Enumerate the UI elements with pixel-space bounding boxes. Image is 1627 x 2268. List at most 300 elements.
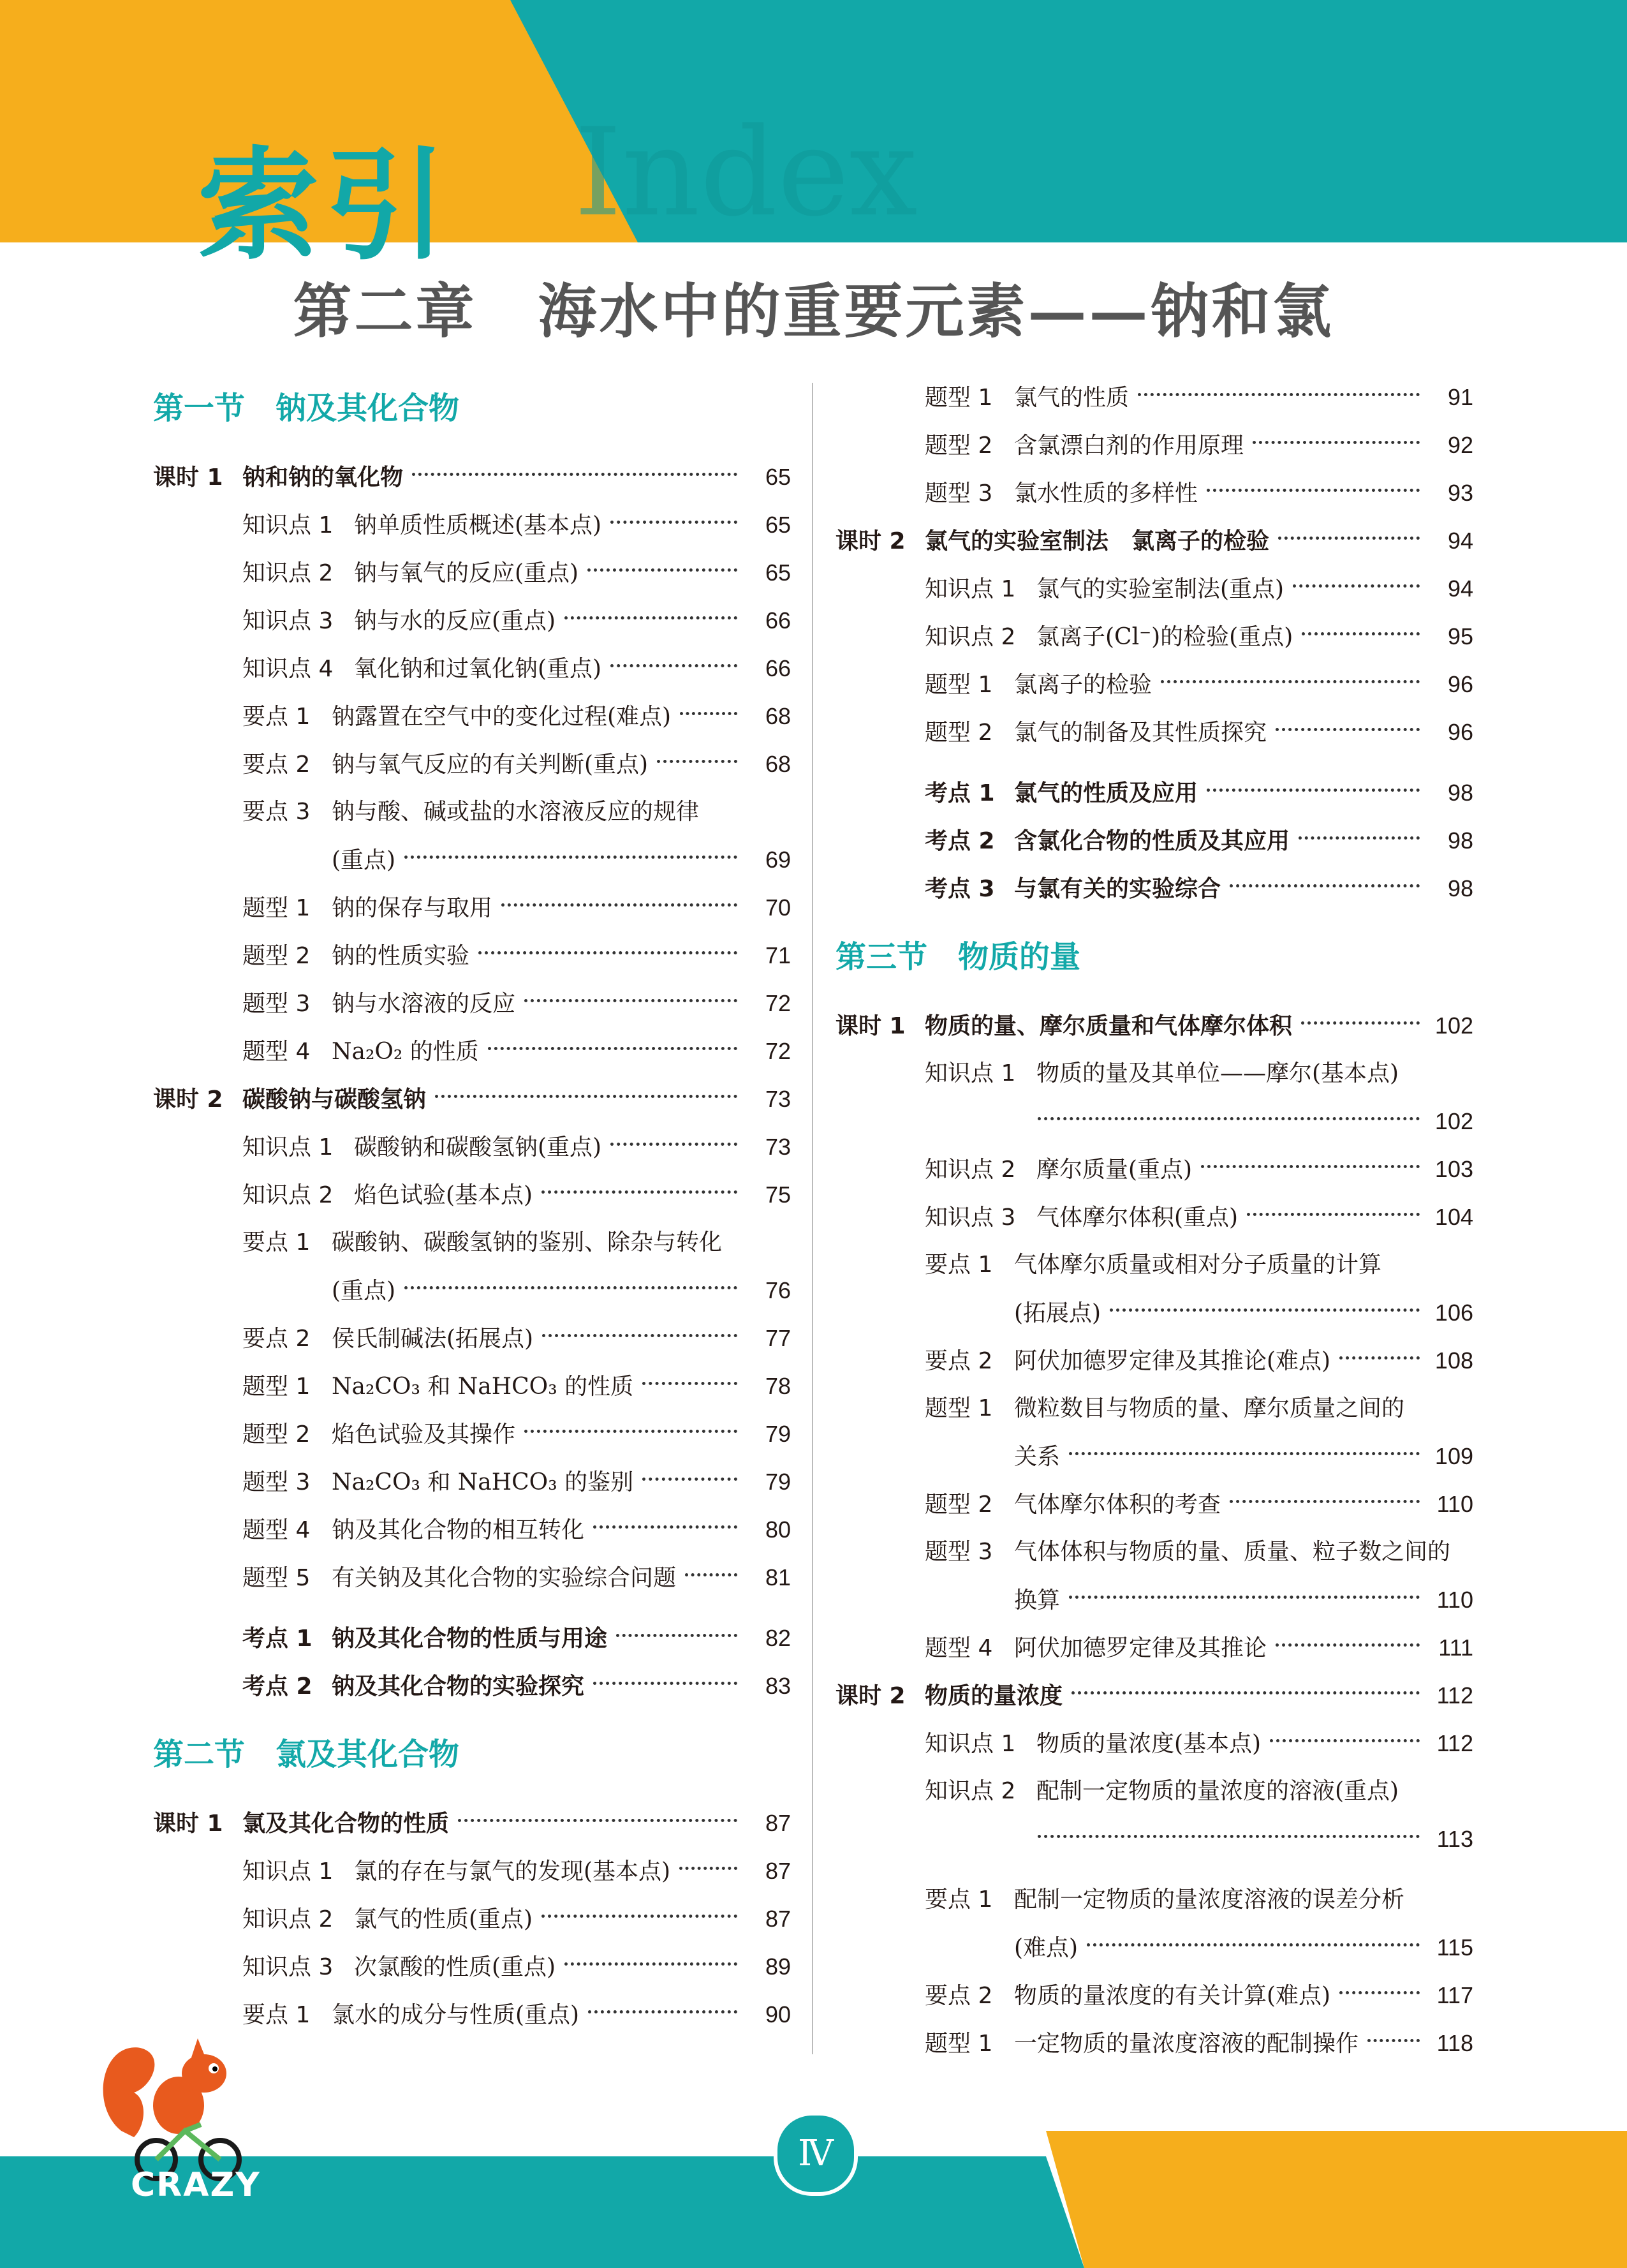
index-entry[interactable] xyxy=(836,1145,1473,1193)
entry-page: 102 xyxy=(1434,1108,1473,1134)
leader-dots xyxy=(1270,1739,1420,1742)
entry-text: (拓展点) xyxy=(1014,1300,1101,1326)
entry-page: 94 xyxy=(1447,528,1473,554)
entry-tag: 知识点 2 xyxy=(925,1778,1016,1804)
entry-tag: 题型 3 xyxy=(242,1469,311,1495)
leader-dots xyxy=(1207,789,1420,792)
entry-tag: 题型 4 xyxy=(242,1039,311,1065)
leader-dots xyxy=(1161,680,1420,683)
entry-tag: 要点 2 xyxy=(925,1983,993,2009)
entry-text: 焰色试验(基本点) xyxy=(354,1182,533,1208)
entry-tag: 要点 1 xyxy=(925,1886,993,1913)
entry-tag: 课时 2 xyxy=(836,528,906,554)
entry-text: 配制一定物质的量浓度的溶液(重点) xyxy=(1036,1778,1399,1804)
entry-tag: 要点 1 xyxy=(242,704,311,730)
index-entry[interactable] xyxy=(836,1624,1473,1671)
entry-tag: 要点 2 xyxy=(242,1326,311,1352)
entry-page: 65 xyxy=(765,464,791,490)
crazy-logo-text: CRAZY xyxy=(131,2166,261,2204)
entry-tag: 课时 1 xyxy=(153,1811,223,1837)
entry-tag: 题型 4 xyxy=(242,1517,311,1543)
entry-text: 物质的量及其单位——摩尔(基本点) xyxy=(1036,1060,1399,1086)
index-entry[interactable] xyxy=(836,1384,1473,1432)
title-english-watermark: Index xyxy=(574,102,918,243)
index-entry[interactable] xyxy=(836,2019,1473,2067)
entry-page: 109 xyxy=(1434,1443,1473,1469)
index-entry[interactable] xyxy=(153,979,791,1027)
index-entry[interactable] xyxy=(836,864,1473,912)
entry-text: 氯气的制备及其性质探究 xyxy=(1014,720,1267,746)
entry-tag: 题型 3 xyxy=(925,1539,993,1565)
index-entry[interactable] xyxy=(836,1528,1473,1576)
index-entry[interactable] xyxy=(153,1362,791,1410)
index-entry[interactable] xyxy=(153,453,791,501)
entry-text: 氯水的成分与性质(重点) xyxy=(332,2002,580,2028)
index-entry[interactable] xyxy=(153,1075,791,1123)
entry-page: 83 xyxy=(765,1673,791,1699)
entry-text: 气体摩尔质量或相对分子质量的计算 xyxy=(1014,1252,1382,1278)
index-entry[interactable] xyxy=(836,1049,1473,1097)
index-entry[interactable] xyxy=(153,1027,791,1075)
leader-dots xyxy=(610,1143,737,1146)
squirrel-cyclist-mascot-icon xyxy=(96,2029,261,2188)
leader-dots xyxy=(616,1634,737,1637)
entry-page: 106 xyxy=(1434,1300,1473,1326)
leader-dots xyxy=(412,473,737,476)
leader-dots xyxy=(657,760,737,763)
leader-dots xyxy=(685,1573,737,1576)
entry-text: 氯气的实验室制法(重点) xyxy=(1036,576,1285,602)
index-entry[interactable] xyxy=(836,1671,1473,1719)
entry-text: 次氯酸的性质(重点) xyxy=(354,1954,556,1980)
entry-text: 氯离子(Cl⁻)的检验(重点) xyxy=(1036,624,1293,650)
index-entry[interactable] xyxy=(836,612,1473,660)
index-entry[interactable] xyxy=(836,708,1473,756)
entry-tag: 题型 2 xyxy=(925,1492,993,1518)
entry-text: 钠和钠的氧化物 xyxy=(242,464,404,491)
entry-page: 77 xyxy=(765,1325,791,1351)
entry-page: 90 xyxy=(765,2001,791,2027)
entry-tag: 要点 1 xyxy=(242,1229,311,1256)
index-entry-continued[interactable] xyxy=(836,1576,1473,1624)
entry-page: 65 xyxy=(765,560,791,586)
leader-dots xyxy=(1276,728,1420,731)
entry-page: 71 xyxy=(765,942,791,968)
leader-dots xyxy=(1071,1691,1420,1694)
entry-text: 钠与水溶液的反应 xyxy=(332,991,516,1017)
leader-dots xyxy=(610,521,737,524)
entry-tag: 知识点 4 xyxy=(242,656,334,682)
index-entry[interactable] xyxy=(153,1171,791,1219)
entry-tag: 考点 3 xyxy=(925,876,995,902)
index-entry[interactable] xyxy=(153,597,791,644)
entry-page: 98 xyxy=(1447,780,1473,806)
leader-dots xyxy=(1301,1021,1420,1025)
leader-dots xyxy=(1293,584,1420,588)
entry-text: 钠及其化合物的实验探究 xyxy=(332,1673,585,1700)
leader-dots xyxy=(488,1047,737,1050)
leader-dots xyxy=(404,1286,737,1289)
column-divider xyxy=(812,383,813,2054)
leader-dots xyxy=(680,712,737,715)
entry-tag: 知识点 3 xyxy=(925,1204,1016,1231)
entry-page: 95 xyxy=(1447,623,1473,649)
leader-dots xyxy=(642,1478,737,1481)
entry-page: 76 xyxy=(765,1277,791,1303)
entry-page: 73 xyxy=(765,1134,791,1160)
entry-text: Na₂O₂ 的性质 xyxy=(332,1039,479,1065)
entry-tag: 知识点 1 xyxy=(925,1731,1016,1757)
section-heading: 第一节 钠及其化合物 xyxy=(153,390,460,426)
entry-page: 87 xyxy=(765,1906,791,1932)
entry-text: 含氯化合物的性质及其应用 xyxy=(1014,828,1290,854)
leader-dots xyxy=(1110,1308,1420,1312)
index-entry[interactable] xyxy=(836,1876,1473,1923)
entry-tag: 知识点 2 xyxy=(925,1157,1016,1183)
entry-page: 112 xyxy=(1436,1730,1473,1756)
entry-text: 氯水性质的多样性 xyxy=(1014,480,1198,507)
entry-text: (重点) xyxy=(332,847,396,873)
index-entry-continued[interactable] xyxy=(153,836,791,884)
entry-text: Na₂CO₃ 和 NaHCO₃ 的鉴别 xyxy=(332,1469,634,1495)
entry-tag: 题型 1 xyxy=(925,2031,993,2057)
entry-tag: 题型 2 xyxy=(925,720,993,746)
index-entry[interactable] xyxy=(153,884,791,931)
leader-dots xyxy=(642,1382,737,1385)
entry-text: 配制一定物质的量浓度溶液的误差分析 xyxy=(1014,1886,1405,1913)
index-entry[interactable] xyxy=(153,1662,791,1710)
leader-dots xyxy=(541,1915,737,1918)
entry-text: 钠及其化合物的性质与用途 xyxy=(332,1626,608,1652)
entry-page: 93 xyxy=(1447,480,1473,506)
leader-dots xyxy=(588,2010,737,2013)
index-entry[interactable] xyxy=(153,1553,791,1601)
entry-text: 气体摩尔体积的考查 xyxy=(1014,1492,1221,1518)
page-title: 索引 xyxy=(198,135,453,276)
index-entry[interactable] xyxy=(836,469,1473,517)
entry-tag: 题型 1 xyxy=(925,385,993,411)
entry-tag: 知识点 2 xyxy=(242,560,334,586)
entry-text: 物质的量浓度 xyxy=(925,1683,1063,1709)
entry-page: 104 xyxy=(1434,1204,1473,1230)
entry-page: 70 xyxy=(765,894,791,921)
entry-page: 72 xyxy=(765,990,791,1016)
entry-text: (难点) xyxy=(1014,1935,1079,1961)
entry-page: 79 xyxy=(765,1421,791,1447)
entry-tag: 考点 2 xyxy=(925,828,995,854)
entry-tag: 课时 2 xyxy=(836,1683,906,1709)
entry-page: 81 xyxy=(765,1564,791,1590)
index-entry[interactable] xyxy=(153,1314,791,1362)
index-entry[interactable] xyxy=(836,660,1473,708)
entry-text: 氯及其化合物的性质 xyxy=(242,1811,450,1837)
index-entry[interactable] xyxy=(836,1719,1473,1767)
leader-dots xyxy=(1253,441,1420,444)
entry-text: 微粒数目与物质的量、摩尔质量之间的 xyxy=(1014,1395,1405,1421)
entry-tag: 课时 1 xyxy=(153,464,223,491)
leader-dots xyxy=(1207,489,1420,492)
entry-tag: 课时 2 xyxy=(153,1086,223,1113)
entry-page: 108 xyxy=(1434,1347,1473,1374)
index-entry[interactable] xyxy=(153,644,791,692)
entry-text: 碳酸钠与碳酸氢钠 xyxy=(242,1086,427,1113)
leader-dots xyxy=(1230,884,1420,887)
index-entry[interactable] xyxy=(153,1506,791,1553)
index-entry[interactable] xyxy=(153,1123,791,1171)
index-entry[interactable] xyxy=(836,565,1473,612)
index-entry[interactable] xyxy=(153,501,791,549)
entry-page: 66 xyxy=(765,655,791,681)
entry-tag: 题型 2 xyxy=(242,943,311,969)
entry-tag: 课时 1 xyxy=(836,1013,906,1039)
index-entry[interactable] xyxy=(153,1799,791,1847)
index-entry[interactable] xyxy=(153,1614,791,1662)
entry-page: 69 xyxy=(765,847,791,873)
entry-tag: 要点 2 xyxy=(925,1348,993,1374)
leader-dots xyxy=(404,856,737,859)
entry-page: 113 xyxy=(1436,1826,1473,1852)
entry-tag: 知识点 1 xyxy=(242,1134,334,1160)
index-entry[interactable] xyxy=(836,1480,1473,1528)
entry-page: 91 xyxy=(1447,384,1473,410)
leader-dots xyxy=(1278,537,1420,540)
index-entry[interactable] xyxy=(153,1410,791,1458)
entry-text: 钠露置在空气中的变化过程(难点) xyxy=(332,704,672,730)
entry-tag: 题型 1 xyxy=(242,895,311,921)
entry-text: 物质的量浓度(基本点) xyxy=(1036,1731,1262,1757)
entry-page: 110 xyxy=(1436,1491,1473,1517)
entry-text: 关系 xyxy=(1014,1444,1061,1470)
leader-dots xyxy=(524,1430,737,1433)
entry-text: 碳酸钠和碳酸氢钠(重点) xyxy=(354,1134,602,1160)
entry-page: 73 xyxy=(765,1086,791,1112)
leader-dots xyxy=(501,903,737,907)
entry-text: 摩尔质量(重点) xyxy=(1036,1157,1193,1183)
entry-tag: 题型 5 xyxy=(242,1565,311,1591)
entry-page: 117 xyxy=(1436,1982,1473,2008)
entry-tag: 知识点 1 xyxy=(242,1858,334,1885)
index-entry[interactable] xyxy=(153,1219,791,1266)
leader-dots xyxy=(1069,1596,1420,1599)
entry-page: 112 xyxy=(1436,1682,1473,1708)
entry-text: 物质的量、摩尔质量和气体摩尔体积 xyxy=(925,1013,1293,1039)
index-column-right xyxy=(836,373,1473,2067)
entry-text: 物质的量浓度的有关计算(难点) xyxy=(1014,1983,1331,2009)
entry-tag: 知识点 3 xyxy=(242,608,334,634)
entry-page: 89 xyxy=(765,1953,791,1980)
index-entry[interactable] xyxy=(153,549,791,597)
entry-page: 94 xyxy=(1447,575,1473,602)
entry-text: 氯气的性质及应用 xyxy=(1014,780,1198,806)
index-entry[interactable] xyxy=(836,817,1473,864)
index-entry[interactable] xyxy=(153,931,791,979)
entry-text: 钠与氧气的反应(重点) xyxy=(354,560,579,586)
entry-text: 与氯有关的实验综合 xyxy=(1014,876,1221,902)
entry-page: 118 xyxy=(1436,2030,1473,2056)
entry-tag: 题型 2 xyxy=(242,1421,311,1448)
index-entry[interactable] xyxy=(153,788,791,836)
page-number: Ⅳ xyxy=(774,2112,858,2196)
entry-page: 66 xyxy=(765,607,791,634)
entry-text: 焰色试验及其操作 xyxy=(332,1421,516,1448)
index-entry-continued[interactable] xyxy=(836,1289,1473,1337)
leader-dots xyxy=(1069,1452,1420,1455)
entry-page: 72 xyxy=(765,1038,791,1064)
entry-tag: 知识点 1 xyxy=(925,576,1016,602)
leader-dots xyxy=(435,1095,737,1098)
leader-dots xyxy=(593,1682,737,1685)
entry-page: 110 xyxy=(1436,1587,1473,1613)
section-heading: 第二节 氯及其化合物 xyxy=(153,1737,460,1772)
index-column-left xyxy=(153,376,791,2038)
leader-dots xyxy=(541,1190,737,1194)
leader-dots xyxy=(587,568,737,572)
leader-dots xyxy=(1247,1213,1420,1216)
entry-tag: 要点 1 xyxy=(925,1252,993,1278)
entry-text: 钠及其化合物的相互转化 xyxy=(332,1517,585,1543)
index-entry[interactable] xyxy=(836,517,1473,565)
entry-tag: 考点 1 xyxy=(242,1626,313,1652)
entry-text: 换算 xyxy=(1014,1587,1061,1613)
entry-text: 碳酸钠、碳酸氢钠的鉴别、除杂与转化 xyxy=(332,1229,723,1256)
entry-text: 钠的保存与取用 xyxy=(332,895,493,921)
entry-tag: 题型 3 xyxy=(925,480,993,507)
leader-dots xyxy=(564,616,737,619)
entry-text: 氯离子的检验 xyxy=(1014,672,1152,698)
entry-tag: 要点 3 xyxy=(242,799,311,825)
entry-page: 102 xyxy=(1434,1012,1473,1039)
entry-tag: 要点 1 xyxy=(242,2002,311,2028)
entry-tag: 知识点 1 xyxy=(242,512,334,538)
leader-dots xyxy=(524,999,737,1002)
leader-dots xyxy=(1339,1356,1420,1360)
entry-page: 98 xyxy=(1447,827,1473,854)
entry-page: 111 xyxy=(1438,1634,1473,1661)
entry-page: 65 xyxy=(765,512,791,538)
index-entry[interactable] xyxy=(836,1002,1473,1049)
entry-page: 78 xyxy=(765,1373,791,1399)
leader-dots xyxy=(1038,1835,1420,1838)
entry-tag: 题型 1 xyxy=(925,1395,993,1421)
entry-page: 68 xyxy=(765,703,791,729)
index-entry[interactable] xyxy=(153,740,791,788)
entry-page: 80 xyxy=(765,1516,791,1543)
entry-tag: 要点 2 xyxy=(242,752,311,778)
index-entry-continued[interactable] xyxy=(836,1097,1473,1145)
index-entry[interactable] xyxy=(153,1895,791,1943)
entry-text: 一定物质的量浓度溶液的配制操作 xyxy=(1014,2031,1359,2057)
index-entry-continued[interactable] xyxy=(836,1815,1473,1863)
leader-dots xyxy=(610,664,737,667)
leader-dots xyxy=(1201,1165,1420,1168)
entry-page: 103 xyxy=(1434,1156,1473,1182)
entry-tag: 知识点 2 xyxy=(925,624,1016,650)
leader-dots xyxy=(564,1962,737,1966)
entry-page: 96 xyxy=(1447,671,1473,697)
entry-page: 79 xyxy=(765,1469,791,1495)
footer-orange-band xyxy=(1046,2131,1627,2268)
section-heading: 第三节 物质的量 xyxy=(836,939,1081,975)
entry-text: 钠与水的反应(重点) xyxy=(354,608,556,634)
entry-text: 钠与酸、碱或盐的水溶液反应的规律 xyxy=(332,799,700,825)
index-entry[interactable] xyxy=(836,1241,1473,1289)
leader-dots xyxy=(1038,1117,1420,1120)
entry-text: 氯的存在与氯气的发现(基本点) xyxy=(354,1858,671,1885)
entry-text: 氯气的实验室制法 氯离子的检验 xyxy=(925,528,1270,554)
entry-page: 98 xyxy=(1447,875,1473,901)
leader-dots xyxy=(1138,393,1420,396)
entry-tag: 知识点 1 xyxy=(925,1060,1016,1086)
leader-dots xyxy=(1299,836,1420,840)
entry-tag: 题型 4 xyxy=(925,1635,993,1661)
index-entry[interactable] xyxy=(836,421,1473,469)
entry-text: 气体体积与物质的量、质量、粒子数之间的 xyxy=(1014,1539,1451,1565)
leader-dots xyxy=(478,951,737,954)
leader-dots xyxy=(1302,632,1420,635)
entry-page: 87 xyxy=(765,1858,791,1884)
entry-text: 侯氏制碱法(拓展点) xyxy=(332,1326,534,1352)
leader-dots xyxy=(1230,1500,1420,1503)
index-entry[interactable] xyxy=(153,692,791,740)
index-entry[interactable] xyxy=(153,1943,791,1990)
chapter-title: 第二章 海水中的重要元素——钠和氯 xyxy=(293,277,1334,346)
entry-page: 75 xyxy=(765,1182,791,1208)
leader-dots xyxy=(458,1819,737,1822)
entry-text: 钠的性质实验 xyxy=(332,943,470,969)
entry-text: 钠单质性质概述(基本点) xyxy=(354,512,602,538)
index-entry-continued[interactable] xyxy=(153,1266,791,1314)
entry-page: 96 xyxy=(1447,719,1473,745)
leader-dots xyxy=(1367,2039,1420,2042)
entry-page: 92 xyxy=(1447,432,1473,458)
index-entry[interactable] xyxy=(836,1767,1473,1815)
entry-text: 氧化钠和过氧化钠(重点) xyxy=(354,656,602,682)
index-entry[interactable] xyxy=(836,1193,1473,1241)
entry-text: 钠与氧气反应的有关判断(重点) xyxy=(332,752,649,778)
index-entry[interactable] xyxy=(836,1337,1473,1384)
index-entry-continued[interactable] xyxy=(836,1432,1473,1480)
entry-text: 有关钠及其化合物的实验综合问题 xyxy=(332,1565,677,1591)
entry-tag: 知识点 2 xyxy=(242,1906,334,1932)
entry-text: Na₂CO₃ 和 NaHCO₃ 的性质 xyxy=(332,1374,634,1400)
entry-tag: 题型 1 xyxy=(242,1374,311,1400)
entry-page: 68 xyxy=(765,751,791,777)
index-entry-continued[interactable] xyxy=(836,1923,1473,1971)
index-entry[interactable] xyxy=(836,769,1473,817)
index-entry[interactable] xyxy=(153,1458,791,1506)
leader-dots xyxy=(1276,1643,1420,1647)
entry-tag: 知识点 3 xyxy=(242,1954,334,1980)
entry-text: 氯气的性质(重点) xyxy=(354,1906,533,1932)
entry-tag: 知识点 2 xyxy=(242,1182,334,1208)
entry-tag: 题型 2 xyxy=(925,433,993,459)
entry-tag: 考点 1 xyxy=(925,780,995,806)
entry-text: 阿伏加德罗定律及其推论(难点) xyxy=(1014,1348,1331,1374)
leader-dots xyxy=(679,1867,737,1870)
entry-page: 87 xyxy=(765,1810,791,1836)
leader-dots xyxy=(542,1334,737,1337)
entry-page: 82 xyxy=(765,1625,791,1651)
entry-tag: 题型 3 xyxy=(242,991,311,1017)
entry-page: 115 xyxy=(1436,1934,1473,1960)
index-entry[interactable] xyxy=(153,1847,791,1895)
entry-text: 含氯漂白剂的作用原理 xyxy=(1014,433,1244,459)
index-entry[interactable] xyxy=(836,373,1473,421)
index-entry[interactable] xyxy=(836,1971,1473,2019)
entry-tag: 题型 1 xyxy=(925,672,993,698)
leader-dots xyxy=(1339,1991,1420,1994)
entry-text: 气体摩尔体积(重点) xyxy=(1036,1204,1239,1231)
